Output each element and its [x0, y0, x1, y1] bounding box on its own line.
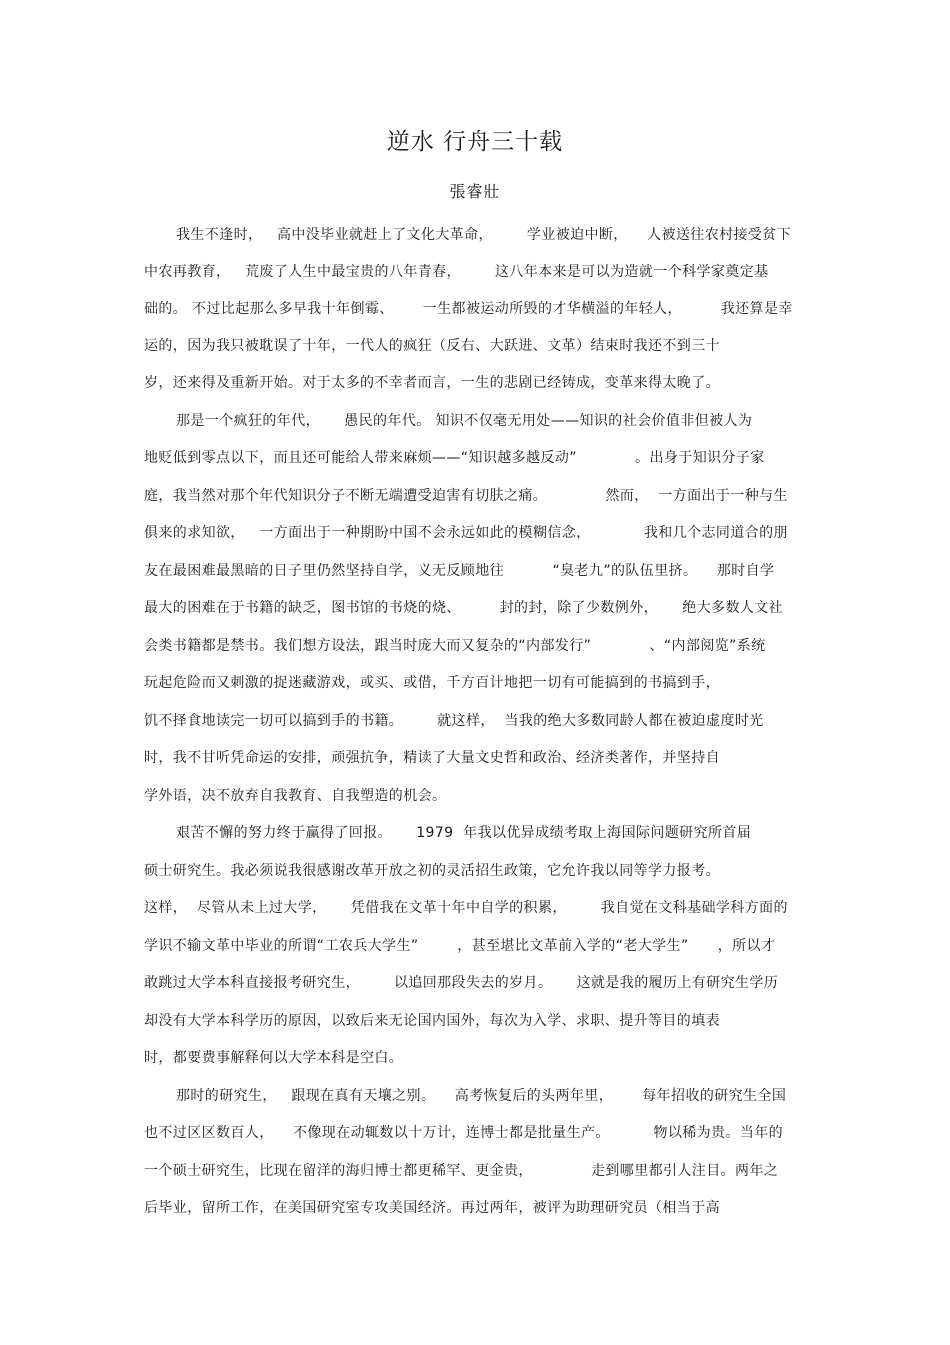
paragraph-2-line-5: 友在最困难最黑暗的日子里仍然坚持自学，义无反顾地往 “臭老九”的队伍里挤。 那时自学 — [144, 563, 775, 579]
paragraph-1-line-4: 运的，因为我只被耽误了十年，一代人的疯狂（反右、大跃进、文革）结束时我还不到三十 — [144, 338, 720, 354]
paragraph-4-line-4: 后毕业，留所工作，在美国研究室专攻美国经济。再过两年，被评为助理研究员（相当于高 — [144, 1200, 720, 1216]
paragraph-2-line-1: 那是一个疯狂的年代， 愚民的年代。 知识不仅毫无用处——知识的社会价值非但被人为 — [176, 413, 753, 429]
paragraph-3-line-7: 时，都要费事解释何以大学本科是空白。 — [144, 1050, 404, 1066]
paragraph-4-line-1: 那时的研究生， 跟现在真有天壤之别。 高考恢复后的头两年里， 每年招收的研究生全国 — [176, 1088, 787, 1104]
paragraph-2-line-6: 最大的困难在于书籍的缺乏，图书馆的书烧的烧、 封的封，除了少数例外， 绝大多数人文社 — [144, 600, 784, 616]
paragraph-3-line-5: 敢跳过大学本科直接报考研究生， 以追回那段失去的岁月。 这就是我的履历上有研究生学历 — [144, 975, 779, 991]
paragraph-3-line-3: 这样， 尽管从未上过大学， 凭借我在文革十年中自学的积累， 我自觉在文科基础学科方面的 — [144, 900, 788, 916]
paragraph-2-line-7: 会类书籍都是禁书。我们想方设法，跟当时庞大而又复杂的“内部发行” 、“内部阅览”系统 — [144, 638, 766, 654]
paragraph-2-line-8: 玩起危险而又刺激的捉迷藏游戏，或买、或借，千方百计地把一切有可能搞到的书搞到手， — [144, 675, 720, 691]
paragraph-2-line-3: 庭，我当然对那个年代知识分子不断无端遭受迫害有切肤之痛。 然而， 一方面出于一种与生 — [144, 488, 788, 504]
paragraph-3-line-2: 硕士研究生。我必须说我很感谢改革开放之初的灵活招生政策，它允许我以同等学力报考。 — [144, 863, 720, 879]
paragraph-3-line-4: 学识不输文革中毕业的所谓“工农兵大学生” ，甚至堪比文革前入学的“老大学生” ，所以才 — [144, 938, 776, 954]
paragraph-2-line-9: 饥不择食地读完一切可以搞到手的书籍。 就这样， 当我的绝大多数同龄人都在被迫虚度时光 — [144, 713, 764, 729]
paragraph-4-line-2: 也不过区区数百人， 不像现在动辄数以十万计，连博士都是批量生产。 物以稀为贵。当年的 — [144, 1125, 784, 1141]
paragraph-1-line-1: 我生不逢时， 高中没毕业就赶上了文化大革命， 学业被迫中断， 人被送往农村接受贫下 — [176, 227, 792, 243]
paragraph-2-line-10: 时，我不甘听凭命运的安排，顽强抗争，精读了大量文史哲和政治、经济类著作，并坚持自 — [144, 750, 720, 766]
article-author: 張睿壯 — [449, 182, 501, 201]
paragraph-3-line-6: 却没有大学本科学历的原因，以致后来无论国内国外，每次为入学、求职、提升等目的填表 — [144, 1013, 720, 1029]
paragraph-1-line-5: 岁，还来得及重新开始。对于太多的不幸者而言，一生的悲剧已经铸成，变革来得太晚了。 — [144, 375, 720, 391]
paragraph-1-line-2: 中农再教育， 荒废了人生中最宝贵的八年青春， 这八年本来是可以为造就一个科学家奠定基 — [144, 264, 769, 280]
paragraph-4-line-3: 一个硕士研究生，比现在留洋的海归博士都更稀罕、更金贵， 走到哪里都引人注目。两年之 — [144, 1163, 779, 1179]
paragraph-2-line-4: 俱来的求知欲， 一方面出于一种期盼中国不会永远如此的模糊信念， 我和几个志同道合的朋 — [144, 525, 788, 541]
paragraph-2-line-11: 学外语，决不放弃自我教育、自我塑造的机会。 — [144, 788, 447, 804]
paragraph-1-line-3: 础的。 不过比起那么多早我十年倒霉、 一生都被运动所毁的才华横溢的年轻人， 我还算是幸 — [144, 301, 793, 317]
paragraph-2-line-2: 地贬低到零点以下，而且还可能给人带来麻烦——“知识越多越反动” 。出身于知识分子家 — [144, 450, 765, 466]
article-title: 逆水 行舟三十载 — [386, 129, 564, 155]
paragraph-3-line-1: 艰苦不懈的努力终于赢得了回报。 1979 年我以优异成绩考取上海国际问题研究所首届 — [176, 825, 752, 841]
